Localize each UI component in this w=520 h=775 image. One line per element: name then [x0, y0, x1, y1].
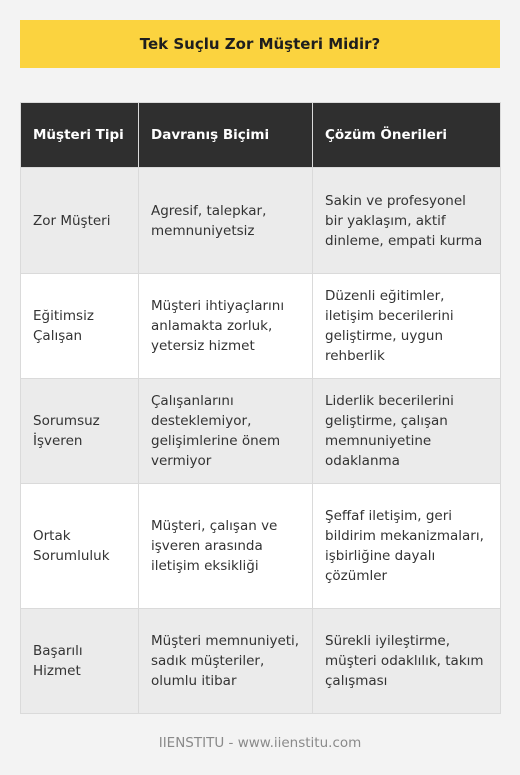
cell-behavior: Agresif, talepkar, memnuniyetsiz — [139, 168, 313, 274]
cell-customer-type: Zor Müşteri — [21, 168, 139, 274]
cell-behavior: Çalışanlarını desteklemiyor, gelişimlerine önem vermiyor — [139, 379, 313, 484]
table-row — [21, 168, 501, 274]
cell-behavior: Müşteri, çalışan ve işveren arasında iletişim eksikliği — [139, 484, 313, 609]
comparison-table — [20, 102, 501, 714]
cell-customer-type: Ortak Sorumluluk — [21, 484, 139, 609]
cell-customer-type: Başarılı Hizmet — [21, 609, 139, 714]
column-header-behavior: Davranış Biçimi — [139, 103, 313, 168]
cell-behavior: Müşteri memnuniyeti, sadık müşteriler, olumlu itibar — [139, 609, 313, 714]
table-row — [21, 274, 501, 379]
table-header-row — [21, 103, 501, 168]
table-row — [21, 609, 501, 714]
cell-behavior: Müşteri ihtiyaçlarını anlamakta zorluk, yetersiz hizmet — [139, 274, 313, 379]
page-title: Tek Suçlu Zor Müşteri Midir? — [139, 35, 381, 53]
cell-customer-type: Sorumsuz İşveren — [21, 379, 139, 484]
cell-solution: Sakin ve profesyonel bir yaklaşım, aktif dinleme, empati kurma — [313, 168, 501, 274]
column-header-solutions: Çözüm Önerileri — [313, 103, 501, 168]
table-row — [21, 379, 501, 484]
table-row — [21, 484, 501, 609]
footer-credit: IIENSTITU - www.iienstitu.com — [158, 735, 362, 751]
cell-solution: Şeffaf iletişim, geri bildirim mekanizmaları, işbirliğine dayalı çözümler — [313, 484, 501, 609]
cell-solution: Sürekli iyileştirme, müşteri odaklılık, takım çalışması — [313, 609, 501, 714]
column-header-customer-type: Müşteri Tipi — [21, 103, 139, 168]
title-banner — [20, 20, 500, 68]
cell-solution: Liderlik becerilerini geliştirme, çalışan memnuniyetine odaklanma — [313, 379, 501, 484]
cell-solution: Düzenli eğitimler, iletişim becerilerini geliştirme, uygun rehberlik — [313, 274, 501, 379]
cell-customer-type: Eğitimsiz Çalışan — [21, 274, 139, 379]
